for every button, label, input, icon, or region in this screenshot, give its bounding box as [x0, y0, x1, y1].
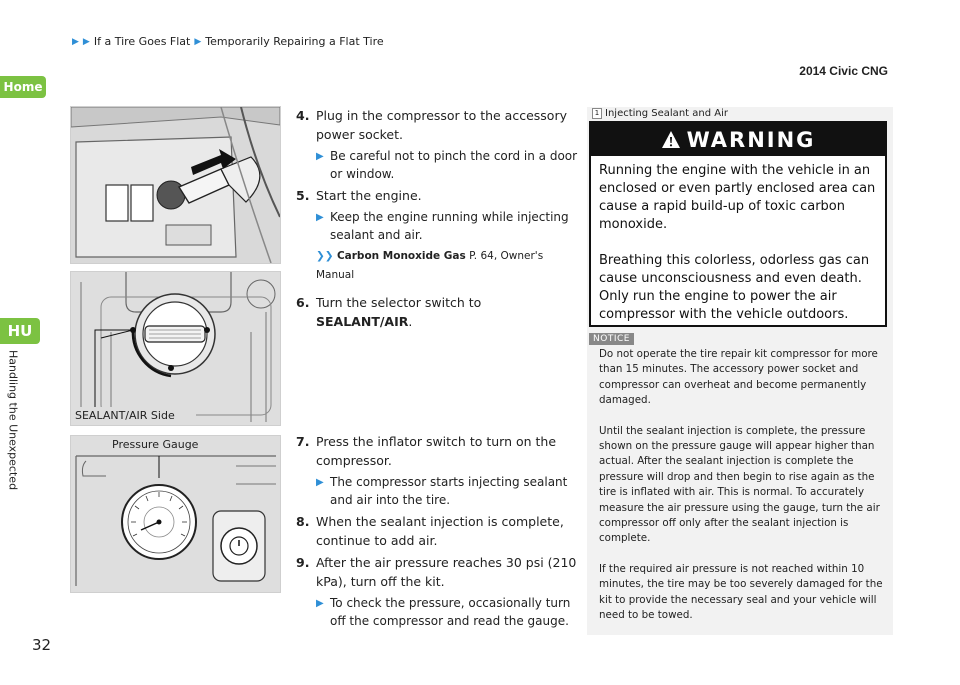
step-text: Start the engine. — [316, 188, 422, 203]
arrow-icon: ▶ — [82, 36, 90, 47]
sidebar-title — [592, 108, 728, 119]
breadcrumb-item[interactable]: Temporarily Repairing a Flat Tire — [205, 35, 384, 48]
warning-text — [591, 156, 885, 324]
selector-switch-illustration — [71, 272, 280, 425]
cross-reference-link[interactable] — [316, 247, 578, 285]
step-text — [316, 293, 578, 331]
notice-badge: NOTICE — [589, 333, 634, 345]
section-tab-label: Handling the Unexpected — [6, 350, 20, 491]
step-number: 6. — [296, 295, 310, 310]
step-number: 4. — [296, 108, 310, 123]
step-note-text: To check the pressure, occasionally turn off the compressor and read the gauge. — [330, 596, 571, 628]
breadcrumb — [72, 35, 384, 48]
warning-triangle-icon — [661, 130, 681, 150]
step-item — [296, 186, 578, 205]
model-name: 2014 Civic CNG — [799, 64, 888, 78]
breadcrumb-item[interactable]: If a Tire Goes Flat — [93, 35, 191, 48]
step-text: Press the inflator switch to turn on the compressor. — [316, 434, 557, 468]
warning-box — [589, 121, 887, 327]
xref-title: Carbon Monoxide Gas — [336, 250, 466, 262]
arrow-icon: ▶ — [316, 477, 324, 488]
step-note — [316, 594, 578, 630]
step-number: 5. — [296, 188, 310, 203]
step-number: 8. — [296, 514, 310, 529]
step-text: Plug in the compressor to the accessory power socket. — [316, 108, 567, 142]
step-item — [296, 293, 578, 331]
figure-power-socket — [70, 106, 281, 264]
sidebar-body — [599, 347, 889, 639]
power-socket-illustration — [71, 107, 280, 263]
warning-paragraph: Running the engine with the vehicle in an enclosed or even partly enclosed area can cause a rapid build-up of toxic carbon monoxide. — [599, 163, 876, 232]
step-number: 9. — [296, 555, 310, 570]
page-number: 32 — [32, 636, 52, 654]
steps-group-2 — [296, 432, 578, 633]
warning-header — [591, 123, 885, 156]
step-text-pre: Turn the selector switch to — [316, 295, 482, 310]
language-tab[interactable]: HU — [0, 318, 40, 344]
step-text-bold: SEALANT/AIR — [316, 314, 409, 329]
step-item — [296, 553, 578, 591]
sidebar-paragraph: If the required air pressure is not reached within 10 minutes, the tire may be too severely damaged for the kit to provide the necessary seal and your vehicle will need to be towed. — [599, 562, 883, 622]
warning-label: WARNING — [686, 127, 816, 152]
xref-page: P. 64, Owner's Manual — [316, 250, 544, 281]
figure-pressure-gauge — [70, 435, 281, 593]
arrow-icon: ▶ — [316, 212, 324, 223]
step-text: After the air pressure reaches 30 psi (210 kPa), turn off the kit. — [316, 555, 577, 589]
sidebar-paragraph: Until the sealant injection is complete, the pressure shown on the pressure gauge will appear higher than actual. After the sealant injection is complete the pressure will drop and then begin to rise again as the tire is inflated with air. This is normal. To accurately measure the air pressure using the gauge, turn the air compressor off only after the sealant injection is complete. — [599, 424, 880, 545]
step-note — [316, 147, 578, 183]
section-tab[interactable] — [4, 350, 22, 510]
link-icon: ❯❯ — [316, 250, 334, 262]
step-note-text: Keep the engine running while injecting sealant and air. — [330, 210, 569, 242]
sidebar-notes — [587, 107, 893, 635]
warning-paragraph: Breathing this colorless, odorless gas can cause unconsciousness and even death. Only run the engine to power the air compressor with the vehicle outdoors. — [599, 253, 870, 322]
arrow-icon: ▶ — [316, 598, 324, 609]
reference-number: 1 — [592, 108, 602, 119]
step-text-post: . — [408, 314, 413, 329]
figure-caption: SEALANT/AIR Side — [75, 409, 175, 422]
step-note — [316, 473, 578, 509]
arrow-icon: ▶ — [316, 151, 324, 162]
step-note-text: Be careful not to pinch the cord in a door or window. — [330, 149, 578, 181]
step-note — [316, 208, 578, 244]
step-item — [296, 432, 578, 470]
step-note-text: The compressor starts injecting sealant and air into the tire. — [330, 475, 568, 507]
step-number: 7. — [296, 434, 310, 449]
sidebar-paragraph: Do not operate the tire repair kit compressor for more than 15 minutes. The accessory power socket and compressor can overheat and become permanently damaged. — [599, 348, 878, 407]
step-text: When the sealant injection is complete, continue to add air. — [316, 514, 564, 548]
home-button[interactable]: Home — [0, 76, 46, 98]
figure-caption: Pressure Gauge — [112, 438, 199, 451]
step-item — [296, 106, 578, 144]
figure-selector-switch — [70, 271, 281, 426]
steps-group-1 — [296, 106, 578, 331]
step-item — [296, 512, 578, 550]
arrow-icon: ▶ — [194, 36, 202, 47]
arrow-icon: ▶ — [72, 36, 79, 47]
sidebar-title-text: Injecting Sealant and Air — [605, 108, 728, 119]
pressure-gauge-illustration — [71, 436, 280, 592]
